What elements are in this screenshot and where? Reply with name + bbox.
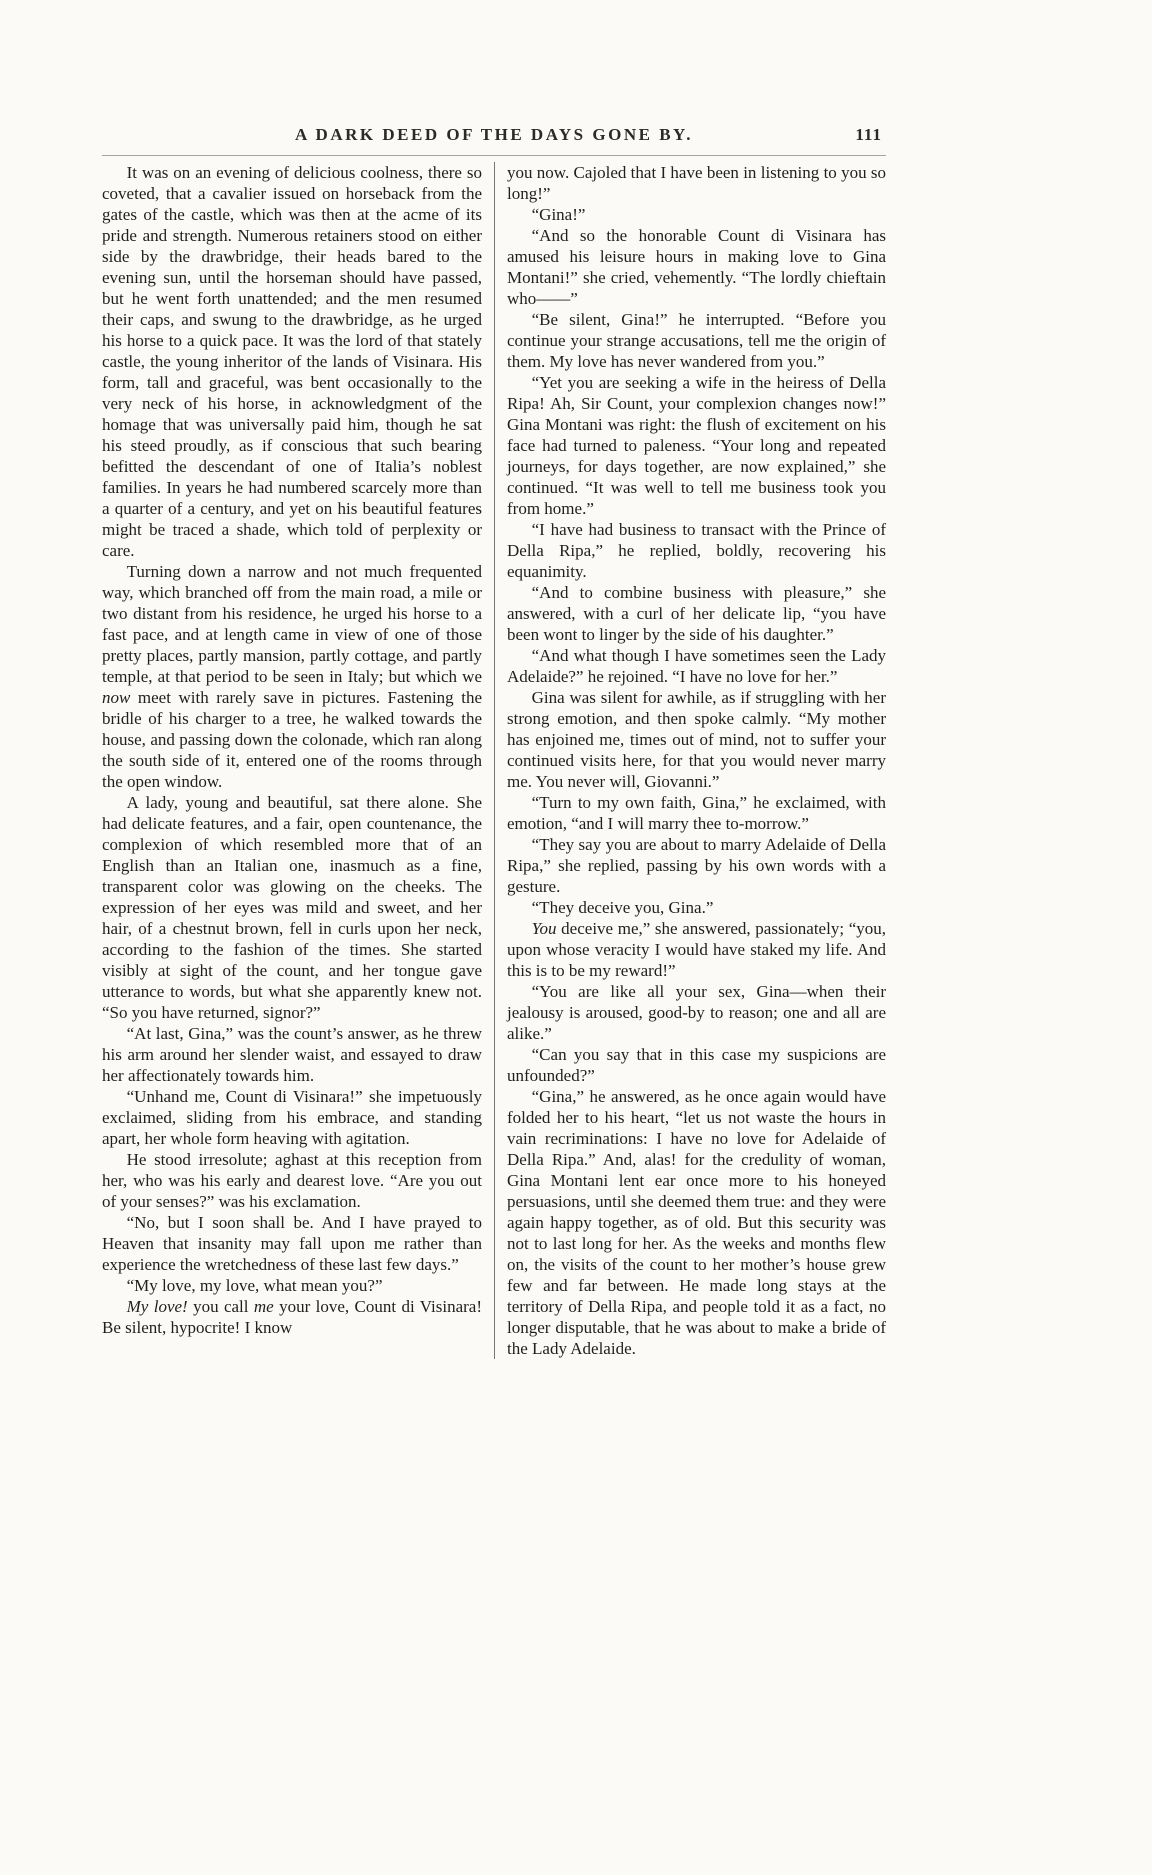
- text-run: A lady, young and beautiful, sat there alone. She had delicate features, and a fair, open countenance, the complexion of which resembled more that of an English than an Italian one, inasmuch as a fine, transparent color was glowing on the cheeks. The expression of her eyes was mild and sweet, and her hair, of a chestnut brown, fell in curls upon her neck, according to the fashion of the times. She started visibly at sight of the count, and her tongue gave utterance to words, but what she apparently knew not. “So you have returned, signor?”: [102, 793, 482, 1022]
- text-run: meet with rarely save in pictures. Fastening the bridle of his charger to a tree, he walked towards the house, and passing down the colonade, which ran along the south side of it, entered one of the rooms through the open window.: [102, 688, 482, 791]
- text-run: He stood irresolute; aghast at this reception from her, who was his early and dearest love. “Are you out of your senses?” was his exclamation.: [102, 1150, 482, 1211]
- text-run: your love, Count di Visinara! Be silent, hypocrite! I know: [102, 1297, 482, 1337]
- text-columns: [102, 162, 886, 1359]
- text-run: “And what though I have sometimes seen the Lady Adelaide?” he rejoined. “I have no love for her.”: [507, 646, 886, 686]
- paragraph: [507, 897, 886, 918]
- paragraph: [507, 918, 886, 981]
- paragraph: [507, 792, 886, 834]
- text-run: “They say you are about to marry Adelaide of Della Ripa,” she replied, passing by his own words with a gesture.: [507, 835, 886, 896]
- text-run: “They deceive you, Gina.”: [531, 898, 714, 917]
- paragraph: [507, 1044, 886, 1086]
- column-right: [494, 162, 886, 1359]
- paragraph: [507, 204, 886, 225]
- text-run: “Gina,” he answered, as he once again would have folded her to his heart, “let us not waste the hours in vain recriminations: I have no love for Adelaide of Della Ripa.” And, alas! for the credulity of woman, Gina Montani lent ear once more to his honeyed persuasions, until she deemed them true: and they were again happy together, as of old. But this security was not to last long for her. As the weeks and months flew on, the visits of the count to her mother’s house grew few and far between. He made long stays at the territory of Della Ripa, and people told it as a fact, no longer disputable, that he was about to make a bride of the Lady Adelaide.: [507, 1087, 886, 1358]
- text-run: “And so the honorable Count di Visinara has amused his leisure hours in making love to Gina Montani!” she cried, vehemently. “The lordly chieftain who——”: [507, 226, 886, 308]
- text-run: “Be silent, Gina!” he interrupted. “Before you continue your strange accusations, tell me the origin of them. My love has never wandered from you.”: [507, 310, 886, 371]
- paragraph: [102, 561, 482, 792]
- paragraph: [102, 792, 482, 1023]
- text-run: Gina was silent for awhile, as if struggling with her strong emotion, and then spoke calmly. “My mother has enjoined me, times out of mind, not to suffer your continued visits here, for that you would never marry me. You never will, Giovanni.”: [507, 688, 886, 791]
- paragraph: [102, 1149, 482, 1212]
- text-run: you now. Cajoled that I have been in listening to you so long!”: [507, 163, 886, 203]
- page-number: 111: [855, 125, 882, 144]
- paragraph: [102, 1086, 482, 1149]
- column-left: [102, 162, 494, 1359]
- italic-text: You: [531, 919, 557, 938]
- paragraph: [507, 162, 886, 204]
- text-run: you call: [187, 1297, 254, 1316]
- text-run: “Turn to my own faith, Gina,” he exclaimed, with emotion, “and I will marry thee to-morrow.”: [507, 793, 886, 833]
- paragraph: [507, 645, 886, 687]
- text-run: “And to combine business with pleasure,” she answered, with a curl of her delicate lip, “you have been wont to linger by the side of his daughter.”: [507, 583, 886, 644]
- paragraph: [507, 834, 886, 897]
- text-run: Turning down a narrow and not much frequented way, which branched off from the main road, a mile or two distant from his residence, he urged his horse to a fast pace, and at length came in view of one of those pretty places, partly mansion, partly cottage, and partly temple, at that period to be seen in Italy; but which we: [102, 562, 482, 686]
- text-run: deceive me,” she answered, passionately; “you, upon whose veracity I would have staked my life. And this is to be my reward!”: [507, 919, 886, 980]
- paragraph: [507, 372, 886, 519]
- text-run: “I have had business to transact with the Prince of Della Ripa,” he replied, boldly, recovering his equanimity.: [507, 520, 886, 581]
- paragraph: [102, 1275, 482, 1296]
- paragraph: [507, 309, 886, 372]
- text-run: It was on an evening of delicious coolness, there so coveted, that a cavalier issued on horseback from the gates of the castle, which was then at the acme of its pride and strength. Numerous retainers stood on either side by the drawbridge, their heads bared to the evening sun, until the horseman should have passed, but he went forth unattended; and the men resumed their caps, and swung to the drawbridge, as he urged his horse to a quick pace. It was the lord of that stately castle, the young inheritor of the lands of Visinara. His form, tall and graceful, was bent occasionally to the very neck of his horse, in acknowledgment of the homage that was universally paid him, though he sat his steed proudly, as if conscious that such bearing befitted the descendant of one of Italia’s noblest families. In years he had numbered scarcely more than a quarter of a century, and yet on his beautiful features might be traced a shade, which told of perplexity or care.: [102, 163, 482, 560]
- text-run: “Gina!”: [531, 205, 586, 224]
- paragraph: [507, 1086, 886, 1359]
- italic-text: My love!: [126, 1297, 188, 1316]
- text-run: “You are like all your sex, Gina—when their jealousy is aroused, good-by to reason; one and all are alike.”: [507, 982, 886, 1043]
- paragraph: [507, 981, 886, 1044]
- paragraph: [507, 582, 886, 645]
- text-run: “Can you say that in this case my suspicions are unfounded?”: [507, 1045, 886, 1085]
- page-title: A DARK DEED OF THE DAYS GONE BY.: [294, 125, 694, 144]
- page-content: [102, 120, 886, 1359]
- text-run: “Yet you are seeking a wife in the heiress of Della Ripa! Ah, Sir Count, your complexion changes now!” Gina Montani was right: the flush of excitement on his face had turned to paleness. “Your long and repeated journeys, for days together, are now explained,” she continued. “It was well to tell me business took you from home.”: [507, 373, 886, 518]
- paragraph: [507, 687, 886, 792]
- paragraph: [507, 519, 886, 582]
- italic-text: me: [253, 1297, 274, 1316]
- paragraph: [102, 162, 482, 561]
- paragraph: [102, 1023, 482, 1086]
- text-run: “Unhand me, Count di Visinara!” she impetuously exclaimed, sliding from his embrace, and standing apart, her whole form heaving with agitation.: [102, 1087, 482, 1148]
- paragraph: [507, 225, 886, 309]
- paragraph: [102, 1212, 482, 1275]
- italic-text: now: [102, 688, 131, 707]
- text-run: “My love, my love, what mean you?”: [126, 1276, 383, 1295]
- paragraph: [102, 1296, 482, 1338]
- text-run: “No, but I soon shall be. And I have prayed to Heaven that insanity may fall upon me rather than experience the wretchedness of these last few days.”: [102, 1213, 482, 1274]
- page-header: [102, 120, 886, 156]
- text-run: “At last, Gina,” was the count’s answer, as he threw his arm around her slender waist, and essayed to draw her affectionately towards him.: [102, 1024, 482, 1085]
